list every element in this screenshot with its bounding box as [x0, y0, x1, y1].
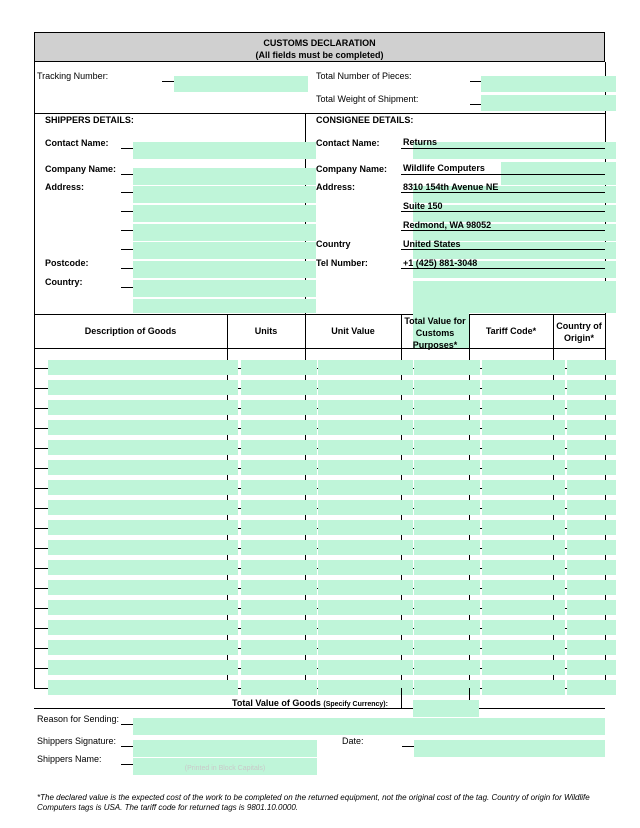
shipper-extra-input[interactable]: [133, 299, 316, 313]
name-label: Shippers Name:: [37, 754, 102, 764]
table-row-line: [34, 708, 605, 709]
shipper-country-input[interactable]: [133, 280, 316, 297]
goods-country-input[interactable]: [567, 480, 616, 495]
consignee-tel-label: Tel Number:: [316, 258, 368, 268]
goods-tariff-input[interactable]: [482, 660, 565, 675]
goods-unit-value-input[interactable]: [318, 560, 413, 575]
frame-left: [34, 62, 35, 314]
goods-tariff-input[interactable]: [482, 560, 565, 575]
tracking-number-input[interactable]: [174, 76, 308, 92]
goods-description-input[interactable]: [48, 640, 238, 655]
footnote: *The declared value is the expected cost of the work to be completed on the returned equipment, not the original cost of the tag. Country of origin for Wildlife Computers tags is USA. The tariff code for returned tags is 9801.10.0000.: [37, 793, 590, 812]
goods-total-value-input[interactable]: [414, 600, 480, 615]
goods-total-value-input[interactable]: [414, 520, 480, 535]
goods-description-input[interactable]: [48, 420, 238, 435]
total-value-input[interactable]: [413, 700, 479, 717]
goods-tariff-input[interactable]: [482, 480, 565, 495]
consignee-address-underline-1: [401, 192, 605, 193]
goods-total-value-input[interactable]: [414, 680, 480, 695]
goods-description-input[interactable]: [48, 360, 238, 375]
table-header-bottom-border: [34, 348, 605, 349]
goods-country-input[interactable]: [567, 440, 616, 455]
shipper-contact-label: Contact Name:: [45, 138, 109, 148]
shipper-address-line-1[interactable]: [133, 186, 316, 203]
reason-label: Reason for Sending:: [37, 714, 120, 724]
col-header-units: Units: [254, 326, 278, 336]
shipper-contact-input[interactable]: [133, 142, 316, 159]
goods-country-input[interactable]: [567, 680, 616, 695]
goods-units-input[interactable]: [241, 600, 317, 615]
goods-country-input[interactable]: [567, 580, 616, 595]
goods-tariff-input[interactable]: [482, 440, 565, 455]
goods-description-input[interactable]: [48, 560, 238, 575]
goods-total-value-input[interactable]: [414, 420, 480, 435]
goods-country-input[interactable]: [567, 620, 616, 635]
goods-total-value-input[interactable]: [414, 500, 480, 515]
goods-units-input[interactable]: [241, 660, 317, 675]
shipper-postcode-label: Postcode:: [45, 258, 89, 268]
goods-total-value-input[interactable]: [414, 620, 480, 635]
goods-description-input[interactable]: [48, 660, 238, 675]
tracking-label: Tracking Number:: [37, 71, 109, 81]
consignee-company-underline: [401, 174, 605, 175]
col-header-country-line2: Origin*: [563, 333, 594, 343]
goods-tariff-input[interactable]: [482, 500, 565, 515]
goods-unit-value-input[interactable]: [318, 540, 413, 555]
total-box-left: [401, 688, 402, 708]
consignee-country-underline: [401, 249, 605, 250]
goods-unit-value-input[interactable]: [318, 380, 413, 395]
goods-units-input[interactable]: [241, 580, 317, 595]
goods-unit-value-input[interactable]: [318, 360, 413, 375]
shipper-address-line-4[interactable]: [133, 242, 316, 259]
consignee-country-value: United States: [403, 239, 461, 249]
weight-label: Total Weight of Shipment:: [316, 94, 419, 104]
col-header-description: Description of Goods: [84, 326, 177, 336]
form-title: CUSTOMS DECLARATION: [263, 38, 376, 48]
date-label: Date:: [342, 736, 364, 746]
consignee-address-line-3: Redmond, WA 98052: [403, 220, 492, 230]
total-weight-input[interactable]: [481, 95, 616, 111]
shipper-postcode-input[interactable]: [133, 261, 316, 278]
goods-unit-value-input[interactable]: [318, 400, 413, 415]
goods-unit-value-input[interactable]: [318, 620, 413, 635]
consignee-contact-label: Contact Name:: [316, 138, 380, 148]
total-goods-currency-note: (Specify Currency):: [323, 701, 388, 708]
goods-units-input[interactable]: [241, 360, 317, 375]
goods-tariff-input[interactable]: [482, 600, 565, 615]
goods-tariff-input[interactable]: [482, 520, 565, 535]
form-subtitle: (All fields must be completed): [255, 50, 384, 60]
consignee-address-underline-3: [401, 230, 605, 231]
goods-unit-value-input[interactable]: [318, 580, 413, 595]
goods-tariff-input[interactable]: [482, 420, 565, 435]
goods-units-input[interactable]: [241, 460, 317, 475]
signature-input[interactable]: [133, 740, 317, 757]
shipper-company-label: Company Name:: [45, 164, 117, 174]
goods-unit-value-input[interactable]: [318, 480, 413, 495]
goods-description-input[interactable]: [48, 580, 238, 595]
pieces-label: Total Number of Pieces:: [316, 71, 412, 81]
shipper-address-label: Address:: [45, 182, 85, 192]
goods-tariff-input[interactable]: [482, 580, 565, 595]
goods-unit-value-input[interactable]: [318, 600, 413, 615]
goods-description-input[interactable]: [48, 620, 238, 635]
goods-total-value-input[interactable]: [414, 540, 480, 555]
col-header-total-line3: Purposes*: [412, 340, 458, 350]
goods-tariff-input[interactable]: [482, 360, 565, 375]
col-header-tariff: Tariff Code*: [485, 326, 537, 336]
col-header-total-line2: Customs: [415, 328, 455, 338]
shipper-address-line-3[interactable]: [133, 224, 316, 241]
table-top-border: [34, 314, 605, 315]
goods-total-value-input[interactable]: [414, 360, 480, 375]
consignee-contact-value: Returns: [403, 137, 438, 147]
goods-tariff-input[interactable]: [482, 620, 565, 635]
shipper-address-line-2[interactable]: [133, 205, 316, 222]
goods-unit-value-input[interactable]: [318, 460, 413, 475]
goods-tariff-input[interactable]: [482, 400, 565, 415]
shipper-country-label: Country:: [45, 277, 83, 287]
goods-description-input[interactable]: [48, 460, 238, 475]
total-pieces-input[interactable]: [481, 76, 616, 92]
consignee-address-label: Address:: [316, 182, 356, 192]
col-header-total-value: [401, 315, 469, 351]
consignee-tel-underline: [401, 268, 605, 269]
date-input[interactable]: [414, 740, 605, 757]
goods-unit-value-input[interactable]: [318, 660, 413, 675]
goods-description-input[interactable]: [48, 540, 238, 555]
goods-unit-value-input[interactable]: [318, 500, 413, 515]
goods-description-input[interactable]: [48, 380, 238, 395]
goods-tariff-input[interactable]: [482, 640, 565, 655]
total-goods-label-text: Total Value of Goods: [232, 698, 321, 708]
shipper-section-title: SHIPPERS DETAILS:: [45, 115, 134, 125]
goods-tariff-input[interactable]: [482, 680, 565, 695]
goods-unit-value-input[interactable]: [318, 440, 413, 455]
goods-units-input[interactable]: [241, 420, 317, 435]
consignee-country-label: Country: [316, 239, 351, 249]
consignee-address-line-2: Suite 150: [403, 201, 443, 211]
section-divider-top: [34, 113, 605, 114]
goods-country-input[interactable]: [567, 360, 616, 375]
goods-total-value-input[interactable]: [414, 560, 480, 575]
goods-description-input[interactable]: [48, 600, 238, 615]
goods-country-input[interactable]: [567, 400, 616, 415]
goods-description-input[interactable]: [48, 400, 238, 415]
goods-unit-value-input[interactable]: [318, 680, 413, 695]
goods-total-value-input[interactable]: [414, 380, 480, 395]
goods-total-value-input[interactable]: [414, 460, 480, 475]
goods-units-input[interactable]: [241, 640, 317, 655]
goods-units-input[interactable]: [241, 540, 317, 555]
goods-country-input[interactable]: [567, 540, 616, 555]
form-header: [34, 32, 605, 62]
goods-country-input[interactable]: [567, 660, 616, 675]
goods-units-input[interactable]: [241, 380, 317, 395]
goods-units-input[interactable]: [241, 620, 317, 635]
goods-description-input[interactable]: [48, 440, 238, 455]
consignee-section-title: CONSIGNEE DETAILS:: [316, 115, 414, 125]
goods-country-input[interactable]: [567, 560, 616, 575]
goods-country-input[interactable]: [567, 420, 616, 435]
goods-total-value-input[interactable]: [414, 400, 480, 415]
goods-units-input[interactable]: [241, 480, 317, 495]
consignee-contact-underline: [401, 148, 605, 149]
goods-total-value-input[interactable]: [414, 440, 480, 455]
goods-tariff-input[interactable]: [482, 380, 565, 395]
goods-units-input[interactable]: [241, 400, 317, 415]
goods-unit-value-input[interactable]: [318, 420, 413, 435]
goods-tariff-input[interactable]: [482, 460, 565, 475]
goods-description-input[interactable]: [48, 500, 238, 515]
name-placeholder: (Printed in Block Capitals): [184, 765, 266, 772]
total-goods-label: [232, 698, 388, 708]
table-left-border: [34, 314, 35, 688]
goods-unit-value-input[interactable]: [318, 640, 413, 655]
goods-country-input[interactable]: [567, 520, 616, 535]
goods-description-input[interactable]: [48, 480, 238, 495]
col-header-total-line1: Total Value for: [404, 316, 466, 326]
goods-description-input[interactable]: [48, 520, 238, 535]
consignee-extra-input[interactable]: [413, 281, 616, 313]
goods-country-input[interactable]: [567, 460, 616, 475]
goods-units-input[interactable]: [241, 560, 317, 575]
consignee-contact-input[interactable]: [413, 142, 616, 159]
consignee-address-line-1: 8310 154th Avenue NE: [403, 182, 499, 192]
goods-total-value-input[interactable]: [414, 660, 480, 675]
goods-total-value-input[interactable]: [414, 580, 480, 595]
goods-units-input[interactable]: [241, 500, 317, 515]
consignee-company-value: Wildlife Computers: [403, 163, 485, 173]
signature-label: Shippers Signature:: [37, 736, 117, 746]
goods-units-input[interactable]: [241, 680, 317, 695]
goods-tariff-input[interactable]: [482, 540, 565, 555]
goods-total-value-input[interactable]: [414, 640, 480, 655]
col-header-unit-value: Unit Value: [331, 326, 375, 336]
goods-description-input[interactable]: [48, 680, 238, 695]
goods-country-input[interactable]: [567, 500, 616, 515]
goods-unit-value-input[interactable]: [318, 520, 413, 535]
col-header-country-line1: Country of: [556, 321, 602, 331]
col-header-country: [553, 320, 605, 344]
goods-country-input[interactable]: [567, 600, 616, 615]
consignee-company-label: Company Name:: [316, 164, 388, 174]
goods-country-input[interactable]: [567, 640, 616, 655]
goods-units-input[interactable]: [241, 520, 317, 535]
consignee-tel-value: +1 (425) 881-3048: [403, 258, 478, 268]
shipper-company-input[interactable]: [133, 168, 316, 185]
reason-input[interactable]: [133, 718, 605, 735]
consignee-address-underline-2: [401, 211, 605, 212]
goods-units-input[interactable]: [241, 440, 317, 455]
goods-country-input[interactable]: [567, 380, 616, 395]
goods-total-value-input[interactable]: [414, 480, 480, 495]
